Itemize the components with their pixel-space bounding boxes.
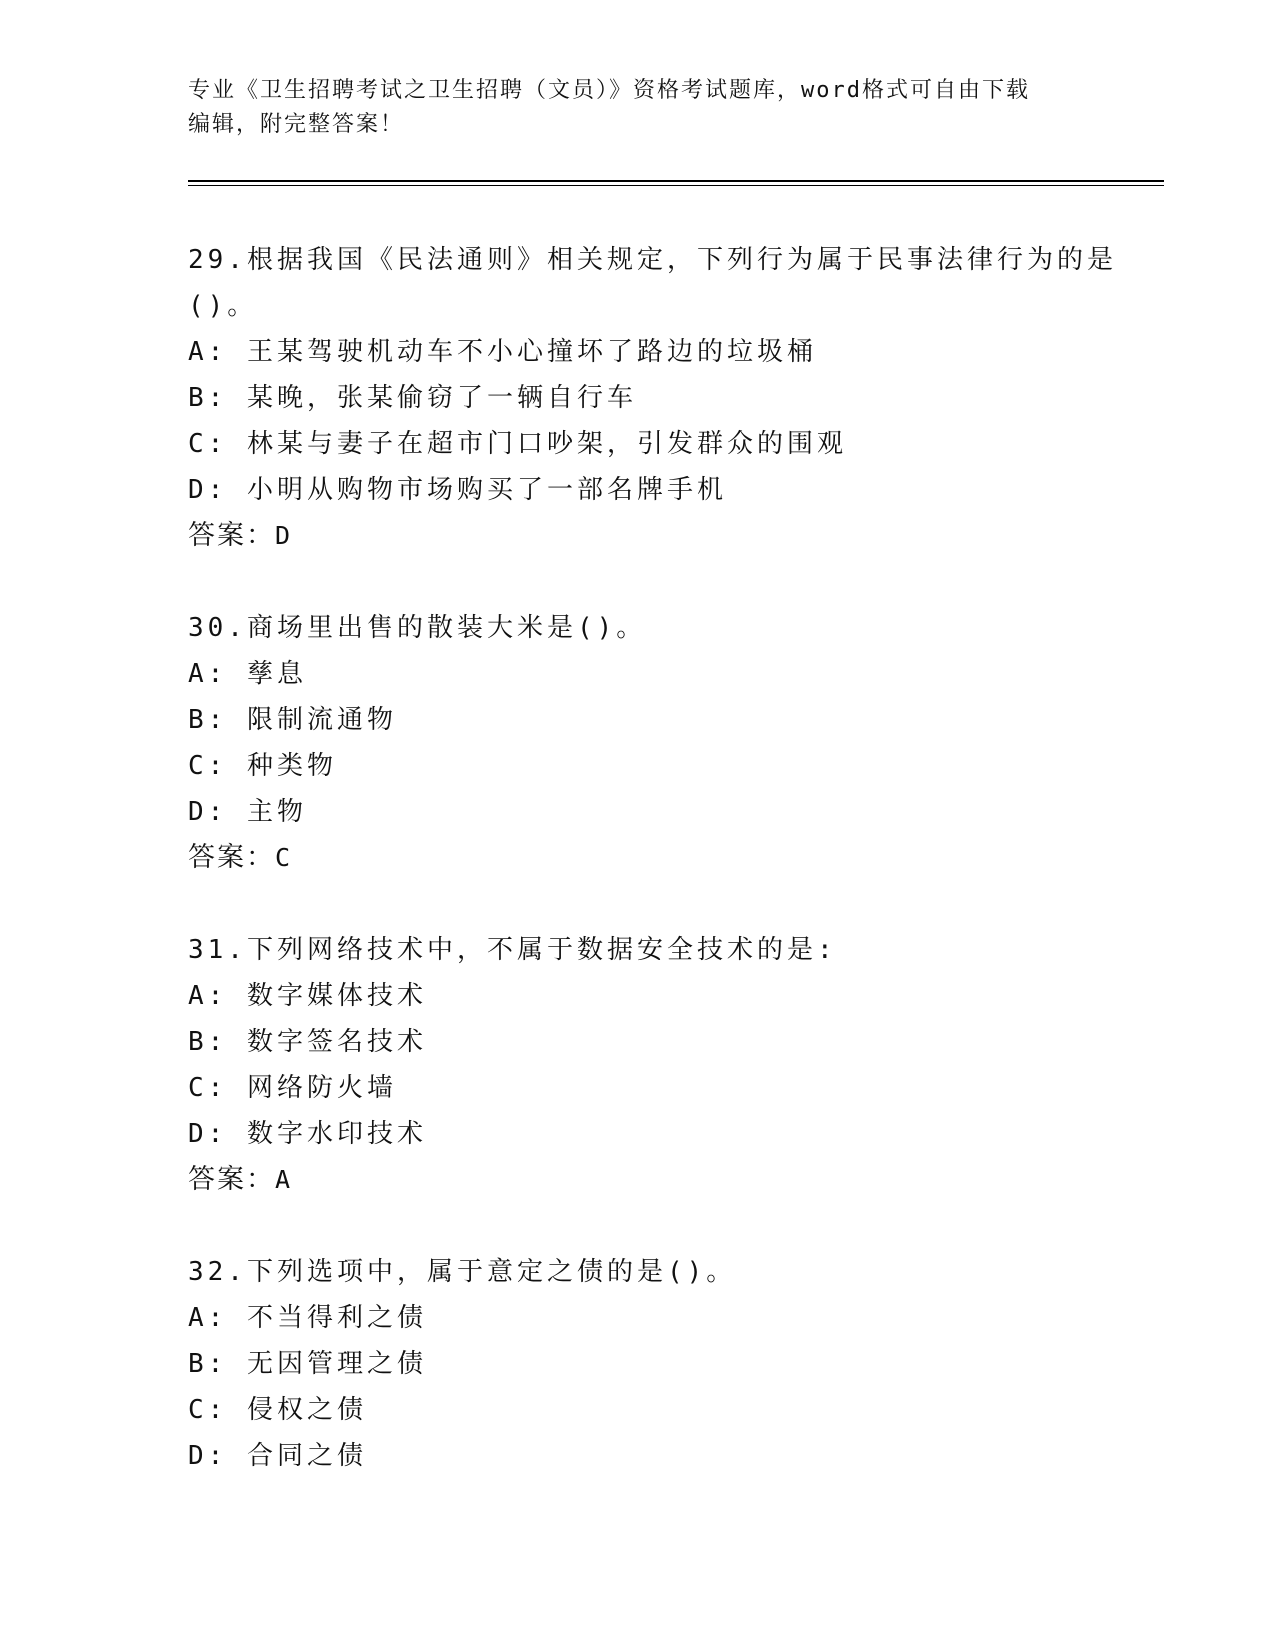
- option-a: A: 孳息: [188, 659, 307, 689]
- question-stem: 31.下列网络技术中，不属于数据安全技术的是:: [188, 935, 837, 965]
- option-c: C: 网络防火墙: [188, 1073, 397, 1103]
- question-30: [188, 605, 1128, 881]
- option-a: A: 王某驾驶机动车不小心撞坏了路边的垃圾桶: [188, 337, 817, 367]
- option-d: D: 主物: [188, 797, 307, 827]
- option-c: C: 侵权之债: [188, 1395, 367, 1425]
- question-stem: 30.商场里出售的散装大米是()。: [188, 613, 647, 643]
- option-b: B: 限制流通物: [188, 705, 397, 735]
- option-b: B: 某晚，张某偷窃了一辆自行车: [188, 383, 637, 413]
- answer-value: A: [275, 1165, 293, 1194]
- header-line-2: 编辑，附完整答案！: [188, 112, 405, 137]
- option-b: B: 数字签名技术: [188, 1027, 427, 1057]
- option-b: B: 无因管理之债: [188, 1349, 427, 1379]
- answer-line: [188, 835, 1128, 881]
- option-c: C: 林某与妻子在超市门口吵架，引发群众的围观: [188, 429, 847, 459]
- document-header: [188, 74, 1088, 142]
- option-d: D: 数字水印技术: [188, 1119, 427, 1149]
- question-32: [188, 1249, 1128, 1479]
- answer-label: 答案：: [188, 842, 275, 873]
- header-line-1: 专业《卫生招聘考试之卫生招聘（文员）》资格考试题库，word格式可自由下载: [188, 78, 1030, 103]
- header-divider-thin: [188, 185, 1164, 186]
- option-d: D: 合同之债: [188, 1441, 367, 1471]
- header-divider-thick: [188, 180, 1164, 182]
- answer-value: D: [275, 521, 293, 550]
- answer-label: 答案：: [188, 1164, 275, 1195]
- answer-label: 答案：: [188, 520, 275, 551]
- option-a: A: 不当得利之债: [188, 1303, 427, 1333]
- answer-value: C: [275, 843, 293, 872]
- option-a: A: 数字媒体技术: [188, 981, 427, 1011]
- question-29: [188, 237, 1128, 559]
- answer-line: [188, 1157, 1128, 1203]
- question-31: [188, 927, 1128, 1203]
- question-list: [188, 237, 1128, 1525]
- question-stem: 32.下列选项中，属于意定之债的是()。: [188, 1257, 737, 1287]
- option-c: C: 种类物: [188, 751, 337, 781]
- answer-line: [188, 513, 1128, 559]
- question-stem: 29.根据我国《民法通则》相关规定，下列行为属于民事法律行为的是()。: [188, 245, 1117, 321]
- option-d: D: 小明从购物市场购买了一部名牌手机: [188, 475, 727, 505]
